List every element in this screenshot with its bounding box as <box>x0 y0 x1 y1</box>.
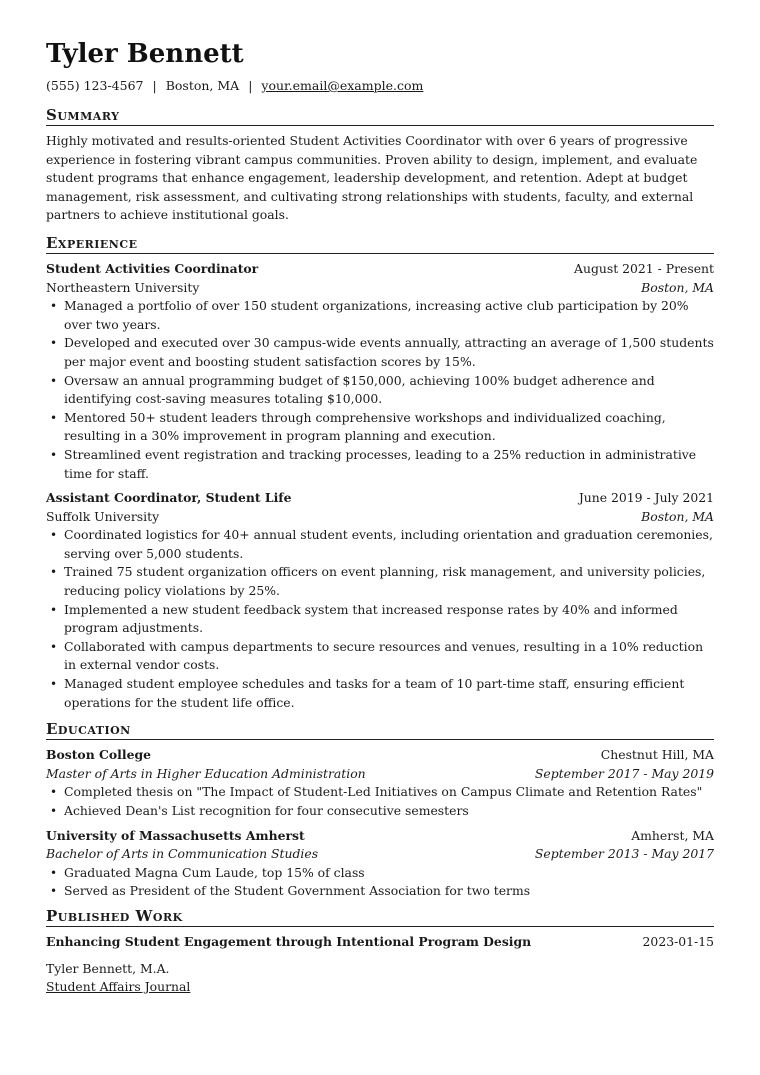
bullet-text: Managed student employee schedules and tasks for a team of 10 part-time staff, ensuring efficient operations for the student life office. <box>64 676 685 710</box>
education-bullets <box>46 783 714 820</box>
job-entry <box>46 489 714 712</box>
contact-line <box>46 76 714 96</box>
resume-page <box>46 38 714 997</box>
education-dates: September 2013 - May 2017 <box>534 846 714 862</box>
bullet-icon: • <box>50 336 58 351</box>
degree: Bachelor of Arts in Communication Studies <box>46 846 319 862</box>
school-location: Chestnut Hill, MA <box>600 747 714 763</box>
bullet-text: Collaborated with campus departments to secure resources and venues, resulting in a 10% reduction in external vendor costs. <box>64 638 704 673</box>
summary-section <box>46 106 714 225</box>
list-item <box>50 601 714 638</box>
education-entry <box>46 827 714 901</box>
bullet-icon: • <box>50 447 58 462</box>
section-title-experience: Experience <box>46 234 714 254</box>
journal-link[interactable]: Student Affairs Journal <box>46 979 191 995</box>
job-bullets <box>46 297 714 483</box>
bullet-icon: • <box>50 884 58 899</box>
bullet-text: Graduated Magna Cum Laude, top 15% of class <box>64 864 365 880</box>
candidate-name: Tyler Bennett <box>46 39 244 69</box>
list-item <box>50 297 714 334</box>
separator: | <box>152 78 157 93</box>
bullet-icon: • <box>50 299 58 314</box>
list-item <box>50 783 714 802</box>
list-item <box>50 882 714 901</box>
bullet-text: Trained 75 student organization officers on event planning, risk management, and university policies, reducing policy violations by 25%. <box>64 564 706 599</box>
experience-section <box>46 234 714 712</box>
school-name: University of Massachusetts Amherst <box>46 827 305 843</box>
email-link[interactable]: your.email@example.com <box>261 78 424 93</box>
list-item <box>50 864 714 883</box>
bullet-text: Managed a portfolio of over 150 student organizations, increasing active club participation by 20% over two years. <box>64 298 689 332</box>
bullet-text: Completed thesis on "The Impact of Student-Led Initiatives on Campus Climate and Retention Rates" <box>64 784 703 800</box>
list-item <box>50 526 714 563</box>
publication-author: Tyler Bennett, M.A. <box>46 960 170 976</box>
bullet-icon: • <box>50 602 58 617</box>
bullet-text: Streamlined event registration and tracking processes, leading to a 25% reduction in administrative time for staff. <box>64 446 697 481</box>
education-bullets <box>46 864 714 901</box>
job-org: Suffolk University <box>46 508 160 524</box>
list-item <box>50 563 714 600</box>
bullet-icon: • <box>50 373 58 388</box>
bullet-icon: • <box>50 410 58 425</box>
school-location: Amherst, MA <box>631 827 714 843</box>
bullet-text: Mentored 50+ student leaders through comprehensive workshops and individualized coaching, resulting in a 30% improvement in program planning and execution. <box>64 409 666 444</box>
bullet-icon: • <box>50 677 58 692</box>
separator: | <box>248 78 253 93</box>
degree: Master of Arts in Higher Education Administration <box>46 765 366 781</box>
summary-text: Highly motivated and results-oriented Student Activities Coordinator with over 6 years of progressive experience in fostering vibrant campus communities. Proven ability to design, implement, and evaluate student programs that enhance engagement, leadership development, and retention. Adept at budget management, risk assessment, and cultivating strong relationships with students, faculty, and external partners to achieve institutional goals. <box>46 133 698 223</box>
job-bullets <box>46 526 714 712</box>
list-item <box>50 334 714 371</box>
bullet-icon: • <box>50 639 58 654</box>
section-title-published: Published Work <box>46 907 714 927</box>
list-item <box>50 638 714 675</box>
job-role: Student Activities Coordinator <box>46 260 259 276</box>
job-dates: August 2021 - Present <box>574 260 714 276</box>
bullet-text: Achieved Dean's List recognition for four consecutive semesters <box>64 803 469 818</box>
list-item <box>50 409 714 446</box>
bullet-icon: • <box>50 865 58 880</box>
location: Boston, MA <box>165 78 240 93</box>
bullet-icon: • <box>50 565 58 580</box>
publication-title: Enhancing Student Engagement through Intentional Program Design <box>46 933 532 949</box>
bullet-text: Oversaw an annual programming budget of $150,000, achieving 100% budget adherence and identifying cost-saving measures totaling $10,000. <box>64 372 655 407</box>
education-section <box>46 720 714 901</box>
list-item <box>50 446 714 483</box>
published-work-section <box>46 907 714 997</box>
bullet-text: Coordinated logistics for 40+ annual student events, including orientation and graduation ceremonies, serving over 5,000 students. <box>64 527 713 561</box>
job-location: Boston, MA <box>641 279 714 295</box>
bullet-text: Developed and executed over 30 campus-wide events annually, attracting an average of 1,500 students per major event and boosting student satisfaction scores by 15%. <box>64 335 714 369</box>
job-location: Boston, MA <box>641 508 714 524</box>
phone-number: (555) 123-4567 <box>46 78 144 93</box>
list-item <box>50 802 714 821</box>
bullet-icon: • <box>50 804 58 818</box>
bullet-text: Served as President of the Student Government Association for two terms <box>64 883 531 899</box>
publication-date: 2023-01-15 <box>642 933 714 949</box>
bullet-text: Implemented a new student feedback system that increased response rates by 40% and informed program adjustments. <box>64 601 678 636</box>
bullet-icon: • <box>50 785 58 800</box>
education-entry <box>46 746 714 820</box>
school-name: Boston College <box>46 747 151 763</box>
job-dates: June 2019 - July 2021 <box>578 490 714 506</box>
list-item <box>50 372 714 409</box>
list-item <box>50 675 714 712</box>
bullet-icon: • <box>50 528 58 543</box>
section-title-summary: Summary <box>46 106 714 126</box>
section-title-education: Education <box>46 720 714 740</box>
education-dates: September 2017 - May 2019 <box>534 765 714 781</box>
job-role: Assistant Coordinator, Student Life <box>46 490 292 506</box>
job-org: Northeastern University <box>46 279 200 295</box>
job-entry <box>46 260 714 483</box>
